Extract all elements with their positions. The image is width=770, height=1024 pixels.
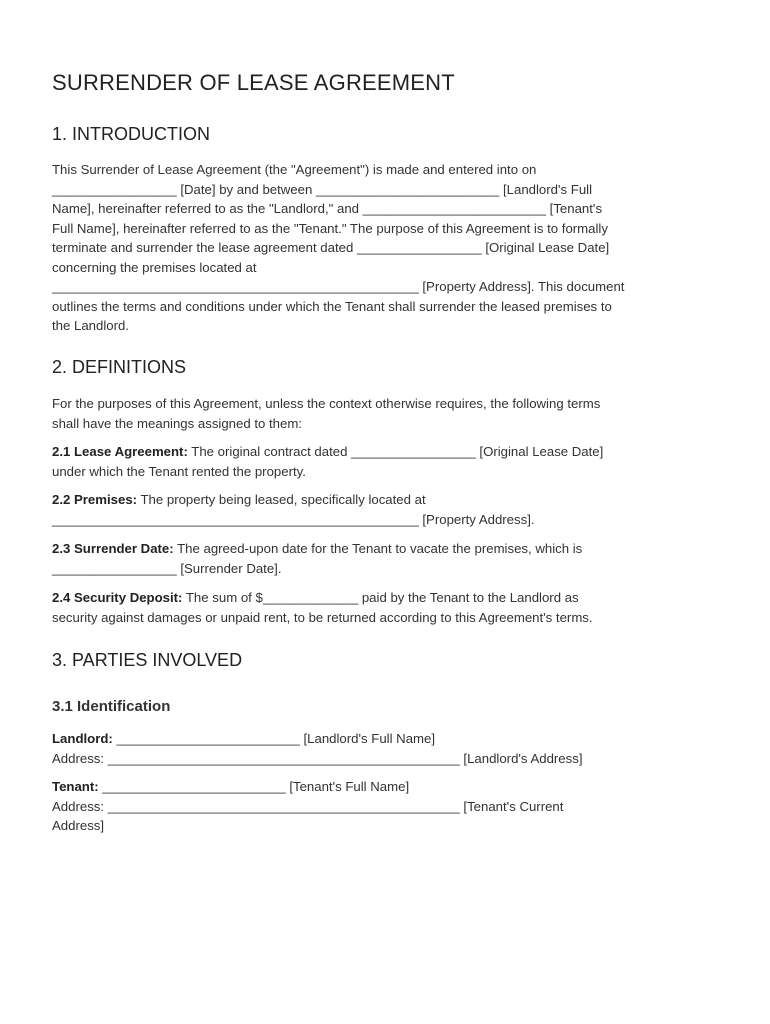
tenant-address-line: Address] <box>52 818 105 833</box>
definition-text: The original contract dated _________________ [Original Lease Date] <box>187 444 604 459</box>
definition-term: 2.3 Surrender Date: <box>52 541 174 556</box>
tenant-label: Tenant: <box>52 779 99 794</box>
landlord-block <box>52 729 720 768</box>
definitions-intro-line: For the purposes of this Agreement, unless the context otherwise requires, the following terms <box>52 396 601 411</box>
tenant-address-line: Address: ________________________________________________ [Tenant's Current <box>52 798 564 814</box>
definition-text: security against damages or unpaid rent, to be returned according to this Agreement's terms. <box>52 609 593 625</box>
definition-term: 2.1 Lease Agreement: <box>52 444 188 459</box>
definition-premises <box>52 490 720 529</box>
definition-term: 2.2 Premises: <box>52 492 138 507</box>
definition-text: The property being leased, specifically located at <box>137 492 426 507</box>
landlord-label: Landlord: <box>52 731 113 746</box>
introduction-paragraph <box>52 160 720 336</box>
intro-line: This Surrender of Lease Agreement (the "Agreement") is made and entered into on <box>52 162 537 177</box>
definition-text: _________________ [Surrender Date]. <box>52 560 282 576</box>
section-heading-parties: 3. PARTIES INVOLVED <box>52 650 243 670</box>
intro-line: _________________ [Date] by and between _________________________ [Landlord's Full <box>52 181 593 197</box>
section-heading-introduction: 1. INTRODUCTION <box>52 124 211 144</box>
document-title: SURRENDER OF LEASE AGREEMENT <box>52 70 455 95</box>
intro-line: outlines the terms and conditions under which the Tenant shall surrender the leased premises to <box>52 298 612 314</box>
definitions-intro-line: shall have the meanings assigned to them: <box>52 415 302 431</box>
tenant-name-line: _________________________ [Tenant's Full Name] <box>98 779 410 794</box>
intro-line: the Landlord. <box>52 318 129 333</box>
definition-term: 2.4 Security Deposit: <box>52 590 183 605</box>
intro-line: Name], hereinafter referred to as the "Landlord," and _________________________ [Tenant's <box>52 201 603 216</box>
definition-text: __________________________________________________ [Property Address]. <box>52 511 535 527</box>
definition-text: under which the Tenant rented the property. <box>52 463 306 479</box>
section-heading-definitions: 2. DEFINITIONS <box>52 357 187 377</box>
definition-text: The sum of $_____________ paid by the Tenant to the Landlord as <box>182 590 579 605</box>
intro-line: __________________________________________________ [Property Address]. This document <box>52 279 625 294</box>
intro-line: Full Name], hereinafter referred to as the "Tenant." The purpose of this Agreement is to formally <box>52 220 608 236</box>
definition-lease-agreement <box>52 442 720 481</box>
definition-surrender-date <box>52 539 720 578</box>
intro-line: terminate and surrender the lease agreement dated _________________ [Original Lease Date] <box>52 240 610 255</box>
landlord-address-line: Address: ________________________________________________ [Landlord's Address] <box>52 750 583 766</box>
subsection-heading-identification: 3.1 Identification <box>52 698 171 715</box>
landlord-name-line: _________________________ [Landlord's Full Name] <box>112 731 436 746</box>
tenant-block <box>52 777 720 836</box>
definition-security-deposit <box>52 588 720 627</box>
intro-line: concerning the premises located at <box>52 259 257 275</box>
definitions-intro-paragraph <box>52 394 720 433</box>
definition-text: The agreed-upon date for the Tenant to vacate the premises, which is <box>173 541 583 556</box>
